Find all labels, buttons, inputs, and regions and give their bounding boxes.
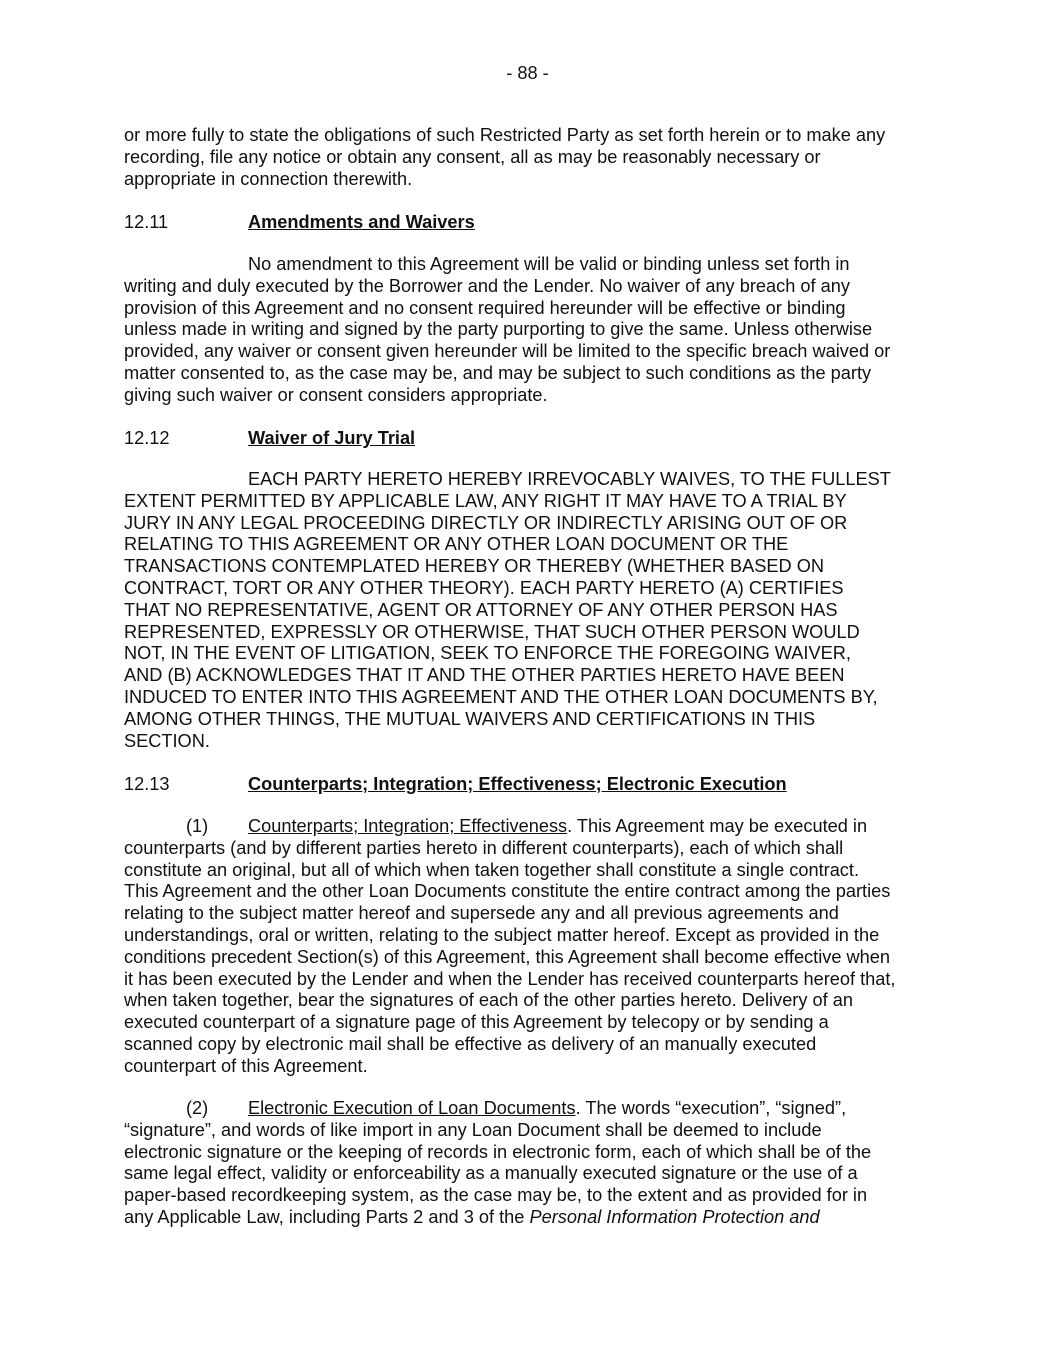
intro-paragraph: [124, 125, 944, 190]
text-line-last: [124, 1207, 944, 1229]
subsection-first-line-text: . The words “execution”, “signed”,: [575, 1098, 847, 1118]
text-line: giving such waiver or consent considers appropriate.: [124, 384, 548, 405]
text-line: understandings, oral or written, relating to the subject matter hereof. Except as provided in the: [124, 924, 880, 945]
section-heading-12-11: [124, 211, 944, 233]
text-line: executed counterpart of a signature page of this Agreement by telecopy or by sending a: [124, 1012, 829, 1033]
text-line: INDUCED TO ENTER INTO THIS AGREEMENT AND THE OTHER LOAN DOCUMENTS BY,: [124, 686, 878, 707]
text-line: This Agreement and the other Loan Documents constitute the entire contract among the parties: [124, 881, 891, 902]
section-title: Counterparts; Integration; Effectiveness; Electronic Execution: [248, 774, 787, 794]
statute-title: Personal Information Protection and: [529, 1206, 820, 1227]
text-line: counterparts (and by different parties hereto in different counterparts), each of which shall: [124, 837, 844, 858]
text-line: EXTENT PERMITTED BY APPLICABLE LAW, ANY RIGHT IT MAY HAVE TO A TRIAL BY: [124, 490, 847, 511]
text-line: counterpart of this Agreement.: [124, 1055, 368, 1076]
text-line: RELATING TO THIS AGREEMENT OR ANY OTHER LOAN DOCUMENT OR THE: [124, 534, 789, 555]
text-line: or more fully to state the obligations of such Restricted Party as set forth herein or to make any: [124, 125, 886, 145]
subsection-first-line: [124, 816, 944, 838]
subsection-heading: Counterparts; Integration; Effectiveness: [248, 816, 568, 836]
text-line: writing and duly executed by the Borrower and the Lender. No waiver of any breach of any: [124, 275, 850, 296]
text-line: “signature”, and words of like import in any Loan Document shall be deemed to include: [124, 1119, 822, 1140]
text-line: electronic signature or the keeping of records in electronic form, each of which shall be of the: [124, 1141, 872, 1162]
text-line: it has been executed by the Lender and when the Lender has received counterparts hereof that,: [124, 968, 896, 989]
text-line: provided, any waiver or consent given hereunder will be limited to the specific breach waived or: [124, 341, 891, 362]
section-12-11-body: [124, 254, 944, 407]
text-line: NOT, IN THE EVENT OF LITIGATION, SEEK TO ENFORCE THE FOREGOING WAIVER,: [124, 643, 851, 664]
section-number: 12.11: [124, 212, 169, 232]
subsection-first-line-text: . This Agreement may be executed in: [567, 816, 868, 836]
text-line: relating to the subject matter hereof and supersede any and all previous agreements and: [124, 903, 839, 924]
text-line: CONTRACT, TORT OR ANY OTHER THEORY). EACH PARTY HERETO (A) CERTIFIES: [124, 577, 844, 598]
section-number: 12.13: [124, 774, 170, 794]
text-line: EACH PARTY HERETO HEREBY IRREVOCABLY WAIVES, TO THE FULLEST: [248, 469, 891, 489]
subsection-2: [124, 1098, 944, 1229]
text-line: scanned copy by electronic mail shall be effective as delivery of an manually executed: [124, 1033, 817, 1054]
section-heading-12-13: [124, 773, 944, 795]
text-line: when taken together, bear the signatures of each of the other parties hereto. Delivery of an: [124, 990, 853, 1011]
text-line: AMONG OTHER THINGS, THE MUTUAL WAIVERS AND CERTIFICATIONS IN THIS: [124, 708, 816, 729]
section-title: Amendments and Waivers: [248, 212, 475, 232]
text-line: THAT NO REPRESENTATIVE, AGENT OR ATTORNEY OF ANY OTHER PERSON HAS: [124, 599, 838, 620]
text-line: constitute an original, but all of which when taken together shall constitute a single contract.: [124, 859, 860, 880]
text-line: matter consented to, as the case may be, and may be subject to such conditions as the party: [124, 362, 872, 383]
section-title: Waiver of Jury Trial: [248, 428, 416, 448]
text-line-part: any Applicable Law, including Parts 2 and 3 of the: [124, 1206, 530, 1227]
text-line: REPRESENTED, EXPRESSLY OR OTHERWISE, THAT SUCH OTHER PERSON WOULD: [124, 621, 860, 642]
text-line: AND (B) ACKNOWLEDGES THAT IT AND THE OTHER PARTIES HERETO HAVE BEEN: [124, 665, 845, 686]
section-number: 12.12: [124, 428, 170, 448]
text-line: unless made in writing and signed by the party purporting to give the same. Unless otherwise: [124, 319, 873, 340]
subsection-number: (1): [186, 816, 209, 836]
text-line: provision of this Agreement and no consent required hereunder will be effective or binding: [124, 297, 846, 318]
text-line: conditions precedent Section(s) of this Agreement, this Agreement shall become effective when: [124, 946, 890, 967]
text-line: appropriate in connection therewith.: [124, 168, 413, 189]
text-line: JURY IN ANY LEGAL PROCEEDING DIRECTLY OR INDIRECTLY ARISING OUT OF OR: [124, 512, 848, 533]
subsection-1: [124, 816, 944, 1078]
text-line: TRANSACTIONS CONTEMPLATED HEREBY OR THEREBY (WHETHER BASED ON: [124, 556, 824, 577]
text-line: SECTION.: [124, 730, 210, 751]
subsection-number: (2): [186, 1098, 209, 1118]
page-number: - 88 -: [506, 63, 549, 83]
text-line: No amendment to this Agreement will be valid or binding unless set forth in: [248, 254, 850, 274]
section-12-12-body: [124, 469, 944, 752]
text-line: same legal effect, validity or enforceability as a manually executed signature or the use of a: [124, 1163, 858, 1184]
text-line: paper-based recordkeeping system, as the case may be, to the extent and as provided for in: [124, 1185, 868, 1206]
section-heading-12-12: [124, 427, 944, 449]
subsection-heading: Electronic Execution of Loan Documents: [248, 1098, 576, 1118]
text-line: recording, file any notice or obtain any consent, all as may be reasonably necessary or: [124, 146, 821, 167]
subsection-first-line: [124, 1098, 944, 1120]
